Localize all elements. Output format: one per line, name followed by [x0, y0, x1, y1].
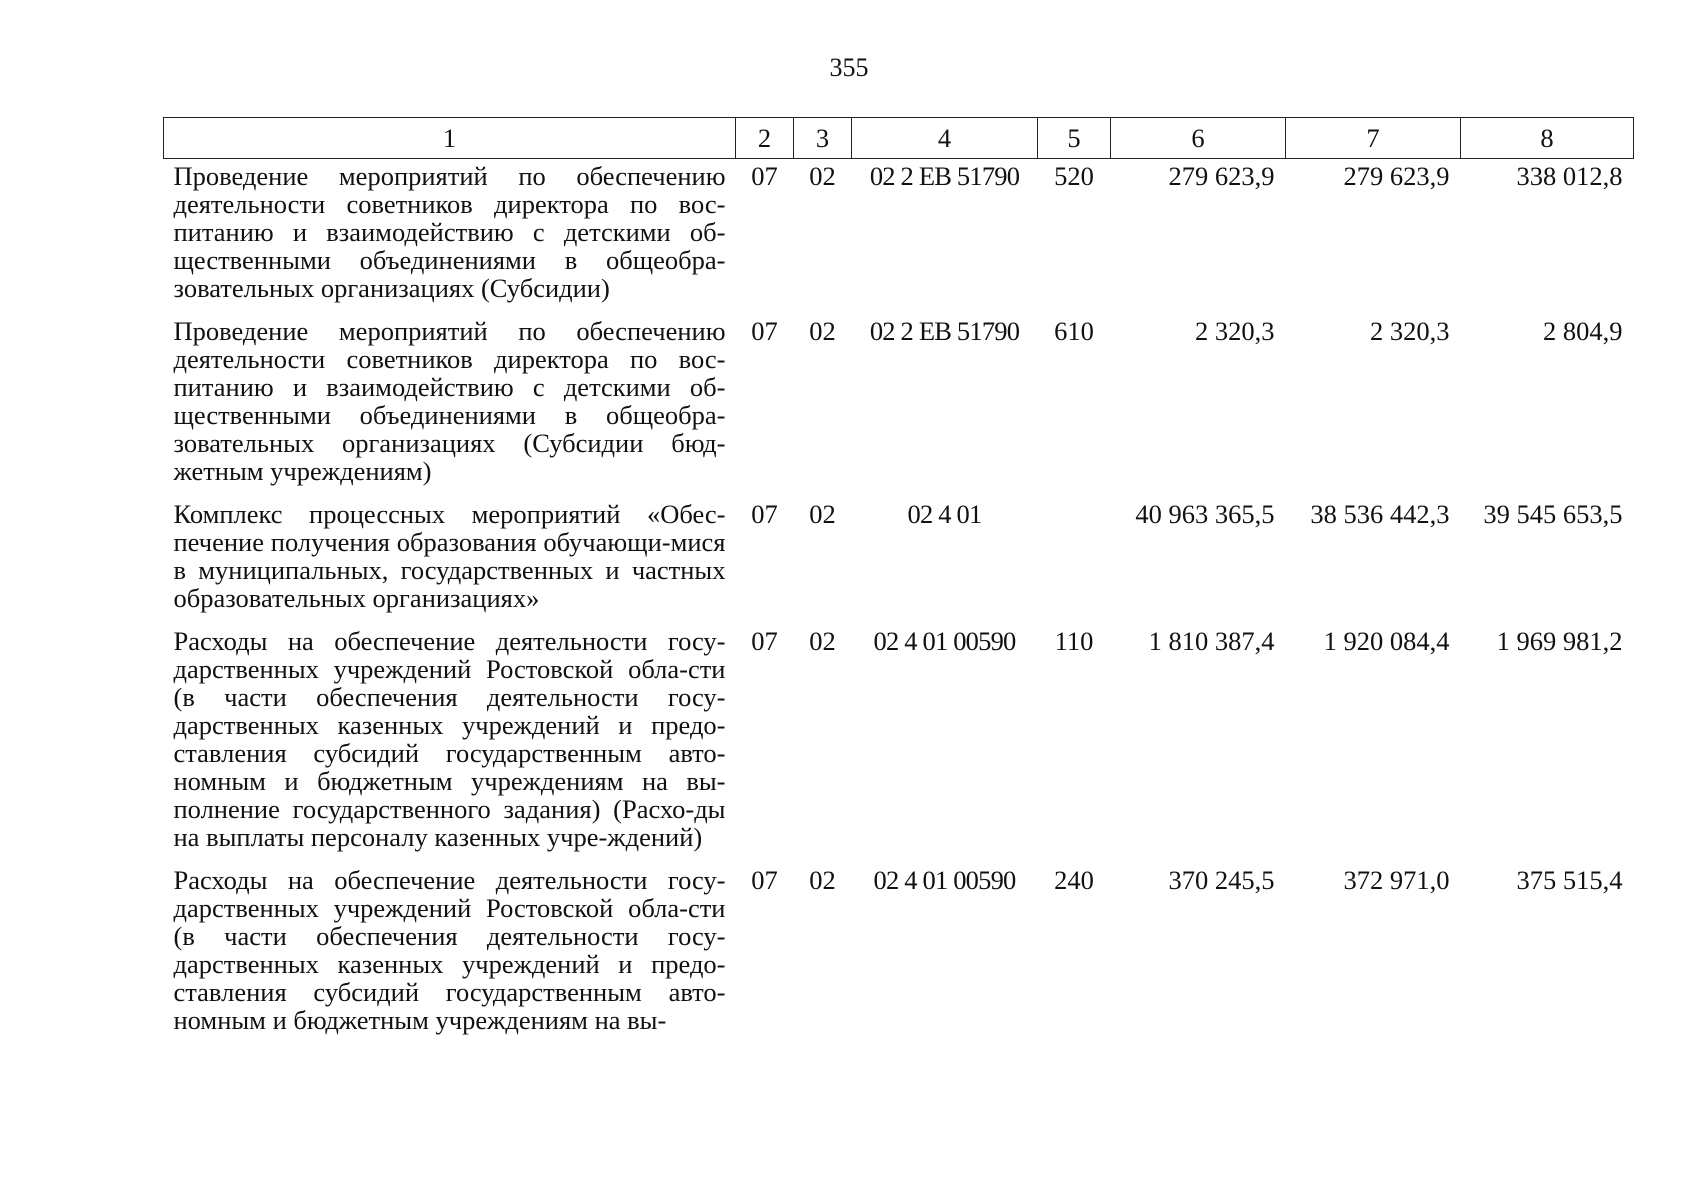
amount-col-6: 40 963 365,5	[1135, 499, 1275, 529]
amount-col-7: 2 320,3	[1370, 316, 1450, 346]
column-header: 5	[1038, 118, 1111, 159]
section-code: 07	[751, 626, 778, 656]
subsection-code: 02	[809, 316, 836, 346]
section-code: 07	[751, 865, 778, 895]
column-header: 7	[1286, 118, 1461, 159]
amount-col-7: 1 920 084,4	[1323, 626, 1450, 656]
amount-col-6: 279 623,9	[1168, 161, 1275, 191]
expense-name: Комплекс процессных мероприятий «Обес-печение получения образования обучающи-мися в муниципальных, государственных и частных образовательных организациях»	[173, 499, 726, 613]
target-article-code: 02 4 01	[907, 499, 982, 529]
column-header: 1	[164, 118, 736, 159]
amount-col-6: 2 320,3	[1195, 316, 1275, 346]
table-header-row	[164, 118, 1634, 159]
target-article-code: 02 4 01 00590	[873, 865, 1016, 895]
table-row	[164, 497, 1634, 624]
amount-col-8: 2 804,9	[1543, 316, 1623, 346]
target-article-code: 02 2 ЕВ 51790	[869, 161, 1020, 191]
table-row	[164, 863, 1634, 1046]
table-row	[164, 314, 1634, 497]
section-code: 07	[751, 161, 778, 191]
expense-type-code: 520	[1054, 161, 1094, 191]
amount-col-8: 338 012,8	[1516, 161, 1623, 191]
section-code: 07	[751, 316, 778, 346]
subsection-code: 02	[809, 865, 836, 895]
table-row	[164, 624, 1634, 863]
column-header: 3	[794, 118, 852, 159]
expense-type-code: 240	[1054, 865, 1094, 895]
amount-col-8: 39 545 653,5	[1483, 499, 1623, 529]
column-header: 6	[1111, 118, 1286, 159]
expense-name: Расходы на обеспечение деятельности госу-дарственных учреждений Ростовской обла-сти (в части обеспечения деятельности госу-дарственных казенных учреждений и предо-ставления субсидий государственным авто-номным и бюджетным учреждениям на вы-полнение государственного задания) (Расхо-ды на выплаты персоналу казенных учре-ждений)	[173, 626, 726, 852]
expense-name: Проведение мероприятий по обеспечению деятельности советников директора по вос-питанию и взаимодействию с детскими об-щественными объединениями в общеобра-зовательных организациях (Субсидии бюд-жетным учреждениям)	[173, 316, 726, 486]
page-number: 355	[829, 53, 869, 82]
expense-type-code: 110	[1054, 626, 1094, 656]
section-code: 07	[751, 499, 778, 529]
amount-col-6: 370 245,5	[1168, 865, 1275, 895]
column-header: 8	[1461, 118, 1634, 159]
table-row	[164, 159, 1634, 315]
budget-table	[163, 117, 1634, 1046]
subsection-code: 02	[809, 626, 836, 656]
amount-col-8: 375 515,4	[1516, 865, 1623, 895]
target-article-code: 02 2 ЕВ 51790	[869, 316, 1020, 346]
expense-type-code: 610	[1054, 316, 1094, 346]
amount-col-6: 1 810 387,4	[1148, 626, 1275, 656]
amount-col-7: 38 536 442,3	[1310, 499, 1450, 529]
target-article-code: 02 4 01 00590	[873, 626, 1016, 656]
amount-col-7: 372 971,0	[1343, 865, 1450, 895]
expense-name: Расходы на обеспечение деятельности госу-дарственных учреждений Ростовской обла-сти (в части обеспечения деятельности госу-дарственных казенных учреждений и предо-ставления субсидий государственным авто-номным и бюджетным учреждениям на вы-	[173, 865, 726, 1035]
column-header: 4	[852, 118, 1038, 159]
expense-type-code	[1038, 497, 1111, 624]
expense-name: Проведение мероприятий по обеспечению деятельности советников директора по вос-питанию и взаимодействию с детскими об-щественными объединениями в общеобра-зовательных организациях (Субсидии)	[173, 161, 726, 303]
amount-col-7: 279 623,9	[1343, 161, 1450, 191]
subsection-code: 02	[809, 161, 836, 191]
column-header: 2	[736, 118, 794, 159]
amount-col-8: 1 969 981,2	[1496, 626, 1623, 656]
subsection-code: 02	[809, 499, 836, 529]
